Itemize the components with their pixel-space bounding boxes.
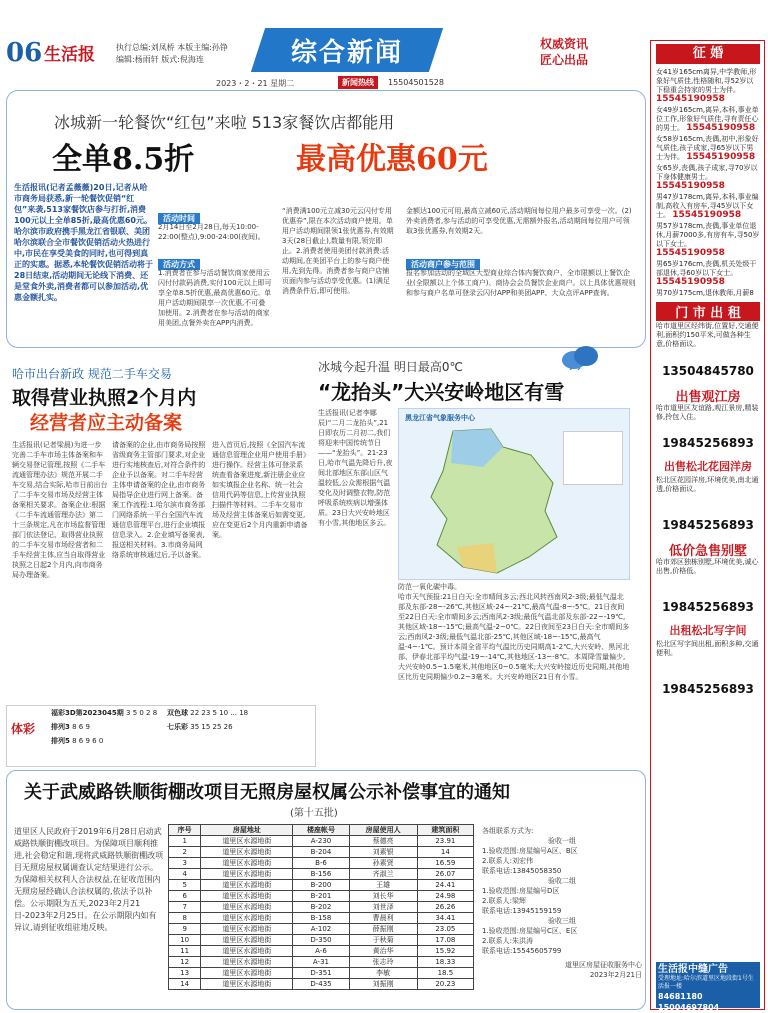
sale1-phone: 19845256893 [662,436,754,450]
group3-title: 验收三组 [548,917,576,925]
table-cell: 12 [169,957,201,968]
rent-phone: 13504845780 [662,364,754,378]
table-cell: 道里区水源地街 [201,836,293,847]
group2-title: 验收二组 [548,877,576,885]
story2-col2: 请备案的企业,由市商务局按照省级商务主管部门要求,对企业进行实地核查后,对符合条件的企业予以备案。对二手车经营主体申请备案的企业,由市商务局指导企业进行网上备案。备案工作流程:1.哈尔滨市商务部门网络系统一平台全国汽车流通信息管理平台,进行企业填报信息录入。2.企业填写备案表,报送相关材料。3.市商务局网络系统审核通过后,予以备案。 [112,441,206,559]
table-row [169,913,474,924]
table-header-cell: 建筑面积 [417,825,473,836]
marriage-ad: 男47岁178cm,离异,本科,事业编制,高收入有房车,寻45岁以下女士。 15545190958 [656,193,759,220]
table-row [169,847,474,858]
table-header-cell: 序号 [169,825,201,836]
table-cell: B-201 [293,891,349,902]
story1-lead: 生活报讯(记者孟薇薇)20日,记者从哈市商务局获悉,新一轮餐饮促销“红包”来袭,513家餐饮店参与打折,消费100元以上全单85折,最高优惠60元。哈尔滨市政府携手黑龙江省银联、美团哈尔滨联合全市餐饮促销活动火热进行中,市民在享受美食的同时,也可得到真正的实惠。据悉,本轮餐饮促销活动将于28日结束,活动期间无论线下消费、还是堂食外卖,消费者都可以参加活动,优惠金额扎实。 [14,183,154,302]
story1-box2-head: 活动方式 [158,252,200,271]
lottery-box [6,705,316,767]
story3-weather: 哈市天气预报:21日白天:全市晴间多云;西北风转西南风2-3级;最低气温北部及东部-28~-26℃,其他区域-24~-21℃,最高气温-8~-5℃。21日夜间至22日白天:全市晴间多云;西南风2-3级;最低气温北部及东部-22~-19℃,其他区域-18~-15℃;最高气温-2~0℃。22日夜间至23日白天:全市晴间多云;西南风2-3级;最低气温北部-25℃,其他区域-18~-15℃,最高气温-4~-1℃。预计本周全省平均气温比历史同期高1-2℃,大兴安岭、黑河北部、伊春北部平均气温-19~-14℃,其他地区-13~-8℃。本周降雪量偏少,大兴安岭0.5~1.5毫米,其他地区0~0.5毫米;大兴安岭接近历史同期,其他地区比历史同期偏少0.2~3毫米。大兴安岭地区21日有小雪。 [398,593,630,681]
table-cell: 18.33 [417,957,473,968]
marriage-ad-phone: 15545190958 [686,152,756,162]
story1-box2-text: 1.消费者在参与活动餐饮商家使用云闪付付款码消费,实付100元以上即可享全单8.5折优惠,最高优惠60元。单用户活动期间限享一次优惠,不可叠加使用。2.消费者在参与活动的商家用美团,点餐外卖在APP内消费。 [158,269,272,327]
marriage-ad-phone: 15545190958 [672,210,742,220]
sale1-head: 出售观江房 [675,390,741,405]
marriage-ads [656,68,760,298]
story3-col1: 生活报讯(记者李娜辰)“二月二龙抬头”,21日即农历二月初二,我们将迎来中国传统节日——“龙抬头”。21-23日,哈市气温先降后升,夜间北部地区东部山区气温较低,公众需根据气温变化及时调整衣物,防范呼吸系统疾病以增强体质。23日大兴安岭地区有小雪,其他地区多云。 [318,409,393,527]
table-cell: 8 [169,913,201,924]
lottery-b: 双色球 22 23 5 10 ... 18 [167,709,249,717]
group2-person: 2.联系人:梁辉 [482,897,527,905]
story2-headline-a: 取得营业执照2个月内 [12,387,197,409]
lottery-c: 七乐彩 35 15 25 26 [167,723,233,731]
table-cell: A-6 [293,946,349,957]
story3-headline: “龙抬头”大兴安岭地区有雪 [318,380,565,404]
table-cell: A-230 [293,836,349,847]
story1-box1-head: 活动时间 [158,206,200,225]
table-cell: 王雄 [349,880,417,891]
sale3-head: 低价急售别墅 [668,544,747,559]
table-cell: 23.05 [417,924,473,935]
slogan-line-2: 匠心出品 [540,53,589,67]
marriage-ad-phone: 15545190958 [656,277,725,287]
table-cell: 18.5 [417,968,473,979]
table-cell: 道里区水源地街 [201,913,293,924]
table-cell: 于秋菊 [349,935,417,946]
table-header-row [169,825,474,836]
table-cell: 1 [169,836,201,847]
table-cell: 13 [169,968,201,979]
sale2-head: 出售松北花园洋房 [664,460,752,473]
marriage-ad: 女65岁,丧偶,孩子成家,寻70岁以下身体健康男士。 15545190958 [656,164,758,191]
marriage-ad: 男70岁175cm,退休教师,月薪8 [656,289,754,297]
footer-phone1: 84681180 [658,992,703,1001]
table-cell: 34.41 [417,913,473,924]
story1-kicker: 冰城新一轮餐饮“红包”来啦 513家餐饮店都能用 [54,113,395,132]
story1-col4: 金额达100元可用,最高立减60元,活动期间每位用户最多可享受一次。(2)外卖消费者,参与活动的可享受优惠,无需额外报名,活动期间每位用户可领取3张优惠券,有效期2天。 [406,207,632,235]
table-cell: 刘长华 [349,891,417,902]
notice-sign: 道里区房屋征收服务中心 [565,961,642,969]
table-cell: 16.59 [417,858,473,869]
story2-col1: 生活报讯(记者梁晨)为进一步完善二手车市场主体备案和车辆交易登记管理,按照《二手车流通管理办法》规范开展二手车交易,结合实际,哈市日前出台了二手车交易市场及经营主体备案相关要求。备案企业:根据《二手车流通管理办法》第二十三条规定,凡在市场监督管理部门依法登记、取得营业执照的二手车交易市场经营者和二手车经营主体,应当自取得营业执照之日起2个月内,向市商务局办理备案。 [12,441,108,579]
table-row [169,924,474,935]
marriage-ad: 女41岁165cm离异,中学教师,形象好气质佳,性格随和,寻52岁以下稳重会持家的男士为伴。 15545190958 [656,68,757,104]
classifieds-footer [656,962,760,1012]
sale4-head: 出租松北写字间 [669,624,747,637]
table-cell: 24.98 [417,891,473,902]
table-cell: 道里区水源地街 [201,902,293,913]
table-cell: 道里区水源地街 [201,957,293,968]
rent-head: 门 市 出 租 [656,302,760,321]
table-cell: 李敏 [349,968,417,979]
table-cell: 3 [169,858,201,869]
story3-kicker: 冰城今起升温 明日最高0℃ [318,360,463,374]
table-header-cell: 房屋使用人 [349,825,417,836]
marriage-ad-phone: 15545190958 [656,94,725,104]
notice-subtitle: (第十五批) [290,808,338,819]
table-cell: 14 [169,979,201,990]
table-cell: 23.91 [417,836,473,847]
notice-contacts [482,826,642,980]
table-cell: 道里区水源地街 [201,935,293,946]
table-cell: D-351 [293,968,349,979]
table-cell: 道里区水源地街 [201,847,293,858]
issue-date: 2023・2・21 星期二 [216,79,295,88]
sale4-text: 松北区写字间出租,面积多种,交通便利。 [656,640,759,657]
table-cell: 黄治华 [349,946,417,957]
table-row [169,935,474,946]
hotline-number: 15504501528 [388,78,444,87]
marriage-ad: 男65岁176cm,丧偶,机关处级干部退休,寻60岁以下女士。 15545190958 [656,260,757,287]
table-header-cell: 房屋地址 [201,825,293,836]
marriage-ad-phone: 15545190958 [656,248,725,258]
page-number: 06 [6,38,43,68]
table-cell: A-102 [293,924,349,935]
table-cell: 蔡德亮 [349,836,417,847]
contacts-head: 各组联系方式为: [482,827,534,835]
slogan-line-1: 权威资讯 [540,37,589,51]
notice-title: 关于武威路铁顺街棚改项目无照房屋权属公示补偿事宜的通知 [24,782,510,803]
table-cell: D-435 [293,979,349,990]
marriage-ad: 男57岁178cm,丧偶,事业单位退休,月薪7000多,有房有车,寻50岁以下女士。 15545190958 [656,222,760,258]
table-row [169,880,474,891]
table-cell: 道里区水源地街 [201,946,293,957]
table-cell: 刘振刚 [349,979,417,990]
table-cell: 26.26 [417,902,473,913]
table-cell: 14 [417,847,473,858]
table-cell: 道里区水源地街 [201,869,293,880]
story3-map-caption: 防范一氧化碳中毒。 [398,583,461,591]
group1-addr: 1.验收范围:房屋编号A区、B区 [482,847,578,855]
table-row [169,891,474,902]
heilongjiang-map-icon [413,427,563,577]
lottery-d: 排列3 8 6 9 [51,723,90,731]
table-cell: 道里区水源地街 [201,979,293,990]
table-cell: 刘素银 [349,847,417,858]
table-row [169,957,474,968]
lottery-label: 体彩 [11,722,36,736]
sale3-phone: 19845256893 [662,600,754,614]
lottery-e: 排列5 8 6 9 6 0 [51,737,104,745]
group1-title: 验收一组 [548,837,576,845]
table-cell: D-350 [293,935,349,946]
group3-addr: 1.验收范围:房屋编号C区、E区 [482,927,578,935]
notice-intro: 道里区人民政府于2019年6月28日启动武威路铁顺街棚改项目。为保障项目顺利推进,社会稳定和谐,现将武威路铁顺街棚改项目无照房屋权属调查认定结果进行公示。为保障相关权利人合法权益,在征收范围内无照房屋经确认合法权属的,依法予以补偿。公示期限为五天,2023年2月21日-2023年2月25日。在公示期限内如有异议,请到征收组驻地反映。 [14,827,164,932]
table-cell: 20.23 [417,979,473,990]
table-cell: 道里区水源地街 [201,968,293,979]
story2-headline-b: 经营者应主动备案 [30,412,183,434]
staff-credits [116,42,228,66]
table-cell: 道里区水源地街 [201,880,293,891]
story2-col3: 进入首页后,按照《全国汽车流通信息管理企业用户使用手册》进行操作。经营主体可登录系统查看备案进度,新注册企业应如实填报企业名称、统一社会信用代码等信息,上传营业执照扫描件等材料。二手车交易市场及经营主体备案后如需变更,应在变更后2个月内重新申请备案。 [212,441,308,539]
story1-box1-text: 2月14日至2月28日,每天10:00-22:00(整点),9:00-24:00(夜间)。 [158,223,265,241]
table-cell: 26.07 [417,869,473,880]
table-cell: 7 [169,902,201,913]
table-cell: 15.92 [417,946,473,957]
table-row [169,946,474,957]
table-cell: 17.08 [417,935,473,946]
story1-headline-a: 全单8.5折 [52,142,195,177]
table-cell: 2 [169,847,201,858]
footer-phone2: 15004697804 [658,1003,720,1012]
weather-cloud-icon [558,344,602,370]
sale2-phone: 19845256893 [662,518,754,532]
table-row [169,968,474,979]
brand-logo: 生活报 [44,45,95,65]
footer-title: 生活报中缝广告 [658,964,728,975]
slogan [540,36,588,68]
table-cell: 11 [169,946,201,957]
group2-addr: 1.验收范围:房屋编号D区 [482,887,560,895]
map-title: 黑龙江省气象服务中心 [405,414,475,422]
table-cell: 5 [169,880,201,891]
table-cell: 道里区水源地街 [201,924,293,935]
story1-box3-text: 报名参加活动的全域区大型商业综合体内餐饮商户、全市限额以上餐饮企业(全限额以上个体工商户)、商协会会员餐饮企业商户。以上具体优惠规则和参与商户名单可登录云闪付APP和美团APP、大众点评APP查询。 [406,269,636,297]
staff-line-2: 编辑:杨雨轩 版式:倪海连 [116,55,204,64]
group1-person: 2.联系人:刘宏伟 [482,857,534,865]
table-cell: 齐淑兰 [349,869,417,880]
table-cell: B-200 [293,880,349,891]
table-cell: B-158 [293,913,349,924]
marriage-ad-phone: 15545190958 [656,181,725,191]
table-cell: B-6 [293,858,349,869]
table-cell: 9 [169,924,201,935]
table-row [169,858,474,869]
hotline-label: 新闻热线 [338,76,378,89]
map-legend [563,431,623,485]
notice-table [168,824,474,990]
table-cell: 道里区水源地街 [201,858,293,869]
table-cell: 4 [169,869,201,880]
table-body [169,836,474,990]
table-cell: 刘世泽 [349,902,417,913]
section-title: 综合新闻 [290,38,403,68]
rent-text: 哈市道里区经纬街,位置好,交通便利,面积约150平米,可做各种生意,价格面议。 [656,322,759,348]
classifieds-head: 征 婚 [656,44,760,64]
story1-box3-head: 活动商户参与范围 [406,252,480,271]
table-cell: 道里区水源地街 [201,891,293,902]
notice-sign-date: 2023年2月21日 [589,971,642,979]
story2-kicker: 哈市出台新政 规范二手车交易 [12,367,172,381]
footer-text: 受理地址:哈尔滨道里区地段街1号生活报一楼 [658,975,754,990]
table-cell: A-31 [293,957,349,968]
sale1-text: 哈市道里区友谊路,观江景房,精装修,拎包入住。 [656,404,759,421]
table-row [169,869,474,880]
table-row [169,902,474,913]
lottery-a: 福彩3D第2023045期 3 5 0 2 8 [51,709,158,717]
story1-col3: “消费满100元立减30元云闪付专用优惠券”,限在本次活动商户使用。单用户活动期间限领1张优惠券,有效期3天(28日截止),数量有限,领完即止。2.消费者使用美团付款消费:活动期间,在美团平台上的参与商户使用,先到先得。消费者参与商户店铺页面内参与活动享受优惠。(1)满足消费条件后,即可使用。 [282,207,394,295]
table-row [169,836,474,847]
table-cell: 曹晨利 [349,913,417,924]
group2-phone: 联系电话:13945159159 [482,907,562,915]
table-cell: 薛振刚 [349,924,417,935]
staff-line-1: 执行总编:刘凤桥 本版主编:孙铮 [116,43,228,52]
table-cell: B-202 [293,902,349,913]
weather-map [398,408,630,580]
group3-person: 2.联系人:朱洪涛 [482,937,534,945]
sale4-phone: 19845256893 [662,682,754,696]
sale3-text: 哈市郊区独栋别墅,环境优美,诚心出售,价格低。 [656,558,759,575]
table-cell: 6 [169,891,201,902]
group3-phone: 联系电话:15545605799 [482,947,562,955]
table-cell: 张志玲 [349,957,417,968]
table-cell: 10 [169,935,201,946]
marriage-ad: 女58岁165cm,丧偶,初中,形象好气质佳,孩子成家,寻65岁以下男士为伴。 15545190958 [656,135,759,162]
table-cell: 孙素贤 [349,858,417,869]
table-cell: 24.41 [417,880,473,891]
table-cell: B-156 [293,869,349,880]
marriage-ad-phone: 15545190958 [686,123,756,133]
group1-phone: 联系电话:13845058350 [482,867,562,875]
table-cell: B-204 [293,847,349,858]
table-header-cell: 楼座帐号 [293,825,349,836]
table-row [169,979,474,990]
story1-headline-b: 最高优惠60元 [296,142,488,177]
marriage-ad: 女49岁165cm,离异,本科,事业单位工作,形象好气质佳,寻有责任心的男士。 15545190958 [656,106,759,133]
sale2-text: 松北区花园洋房,环境优美,南北通透,价格面议。 [656,476,759,493]
